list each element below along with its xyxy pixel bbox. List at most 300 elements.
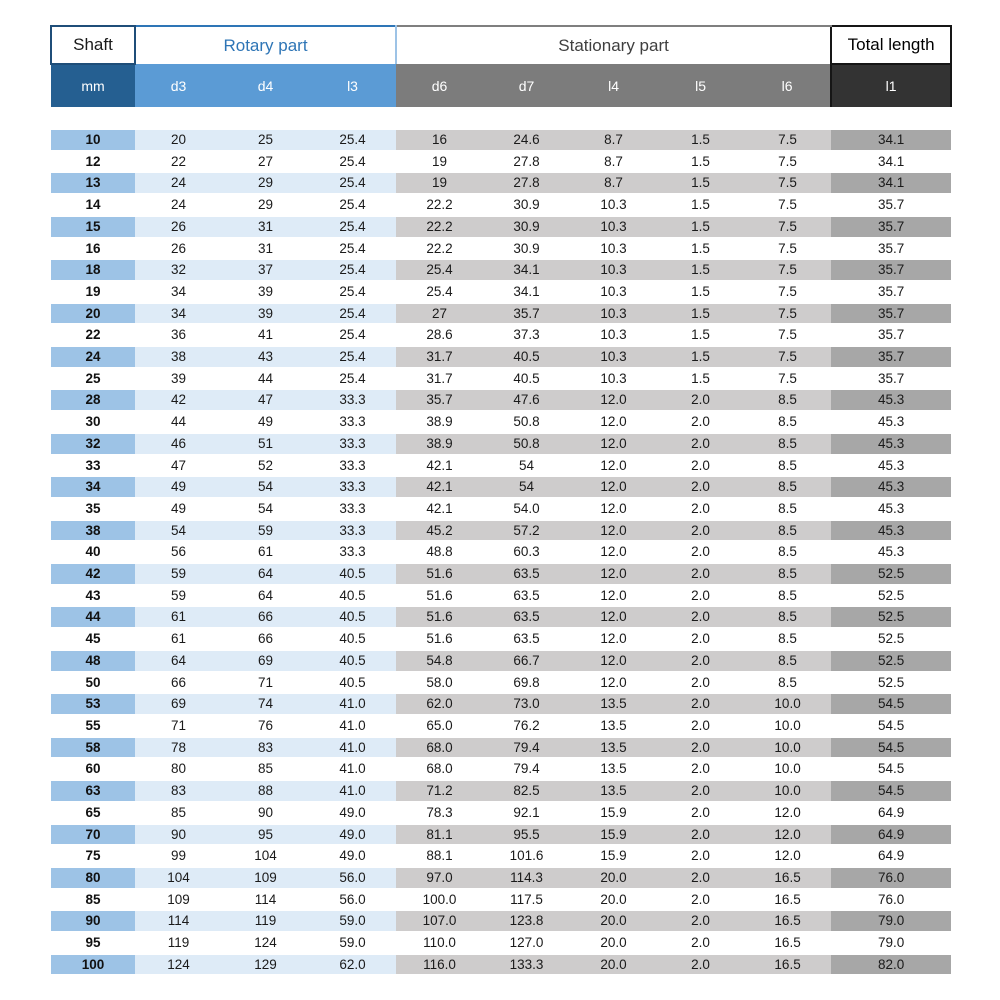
- value-cell-d7: 63.5: [483, 628, 570, 650]
- value-cell-l6: 8.5: [744, 389, 831, 411]
- value-cell-l3: 59.0: [309, 910, 396, 932]
- value-cell-l5: 2.0: [657, 498, 744, 520]
- table-row: [51, 498, 951, 520]
- value-cell-d3: 24: [135, 194, 222, 216]
- value-cell-l6: 7.5: [744, 368, 831, 390]
- value-cell-l5: 2.0: [657, 476, 744, 498]
- value-cell-d3: 39: [135, 368, 222, 390]
- value-cell-d6: 68.0: [396, 758, 483, 780]
- value-cell-l6: 10.0: [744, 780, 831, 802]
- value-cell-d3: 46: [135, 433, 222, 455]
- value-cell-l6: 7.5: [744, 281, 831, 303]
- value-cell-d7: 35.7: [483, 303, 570, 325]
- value-cell-l1: 35.7: [831, 346, 951, 368]
- value-cell-d4: 31: [222, 216, 309, 238]
- value-cell-d3: 49: [135, 498, 222, 520]
- table-row: [51, 845, 951, 867]
- value-cell-d4: 54: [222, 476, 309, 498]
- value-cell-l1: 54.5: [831, 693, 951, 715]
- value-cell-l4: 15.9: [570, 802, 657, 824]
- group-header-row: [51, 26, 951, 64]
- value-cell-l1: 35.7: [831, 194, 951, 216]
- table-row: [51, 606, 951, 628]
- value-cell-l6: 7.5: [744, 346, 831, 368]
- value-cell-l6: 16.5: [744, 910, 831, 932]
- value-cell-d6: 22.2: [396, 238, 483, 260]
- value-cell-l4: 12.0: [570, 476, 657, 498]
- table-row: [51, 324, 951, 346]
- table-row: [51, 476, 951, 498]
- value-cell-l5: 2.0: [657, 433, 744, 455]
- value-cell-d6: 116.0: [396, 954, 483, 976]
- value-cell-d7: 34.1: [483, 281, 570, 303]
- value-cell-d6: 88.1: [396, 845, 483, 867]
- value-cell-l3: 40.5: [309, 563, 396, 585]
- value-cell-d6: 51.6: [396, 585, 483, 607]
- table-row: [51, 520, 951, 542]
- shaft-size-cell: 80: [51, 867, 135, 889]
- value-cell-l4: 12.0: [570, 433, 657, 455]
- value-cell-l6: 8.5: [744, 606, 831, 628]
- value-cell-d4: 61: [222, 541, 309, 563]
- value-cell-l5: 2.0: [657, 780, 744, 802]
- value-cell-l1: 52.5: [831, 563, 951, 585]
- value-cell-d7: 50.8: [483, 411, 570, 433]
- value-cell-l5: 2.0: [657, 737, 744, 759]
- value-cell-l4: 20.0: [570, 910, 657, 932]
- value-cell-l3: 25.4: [309, 324, 396, 346]
- value-cell-l5: 1.5: [657, 151, 744, 173]
- value-cell-l6: 7.5: [744, 151, 831, 173]
- value-cell-d7: 114.3: [483, 867, 570, 889]
- value-cell-d7: 50.8: [483, 433, 570, 455]
- table-row: [51, 802, 951, 824]
- value-cell-l1: 45.3: [831, 455, 951, 477]
- shaft-size-cell: 38: [51, 520, 135, 542]
- value-cell-l4: 13.5: [570, 693, 657, 715]
- value-cell-l5: 1.5: [657, 259, 744, 281]
- value-cell-d6: 42.1: [396, 455, 483, 477]
- value-cell-d7: 34.1: [483, 259, 570, 281]
- value-cell-l1: 54.5: [831, 737, 951, 759]
- value-cell-d3: 24: [135, 172, 222, 194]
- value-cell-d4: 47: [222, 389, 309, 411]
- value-cell-l4: 12.0: [570, 541, 657, 563]
- table-row: [51, 216, 951, 238]
- value-cell-l3: 56.0: [309, 889, 396, 911]
- value-cell-l3: 33.3: [309, 455, 396, 477]
- value-cell-d7: 123.8: [483, 910, 570, 932]
- value-cell-l6: 7.5: [744, 194, 831, 216]
- value-cell-d4: 29: [222, 172, 309, 194]
- value-cell-d6: 42.1: [396, 498, 483, 520]
- value-cell-l1: 45.3: [831, 520, 951, 542]
- value-cell-l6: 10.0: [744, 693, 831, 715]
- table-row: [51, 824, 951, 846]
- value-cell-l5: 1.5: [657, 238, 744, 260]
- value-cell-l5: 1.5: [657, 281, 744, 303]
- shaft-size-cell: 43: [51, 585, 135, 607]
- value-cell-l1: 34.1: [831, 151, 951, 173]
- value-cell-l3: 33.3: [309, 411, 396, 433]
- value-cell-l1: 52.5: [831, 585, 951, 607]
- value-cell-d3: 34: [135, 281, 222, 303]
- value-cell-d7: 82.5: [483, 780, 570, 802]
- value-cell-l1: 52.5: [831, 650, 951, 672]
- value-cell-l3: 33.3: [309, 389, 396, 411]
- value-cell-l3: 49.0: [309, 824, 396, 846]
- value-cell-l6: 7.5: [744, 216, 831, 238]
- value-cell-l4: 13.5: [570, 715, 657, 737]
- header-spacer-row: [51, 107, 951, 130]
- shaft-size-cell: 14: [51, 194, 135, 216]
- shaft-size-cell: 100: [51, 954, 135, 976]
- value-cell-d4: 129: [222, 954, 309, 976]
- value-cell-l5: 2.0: [657, 520, 744, 542]
- value-cell-l4: 12.0: [570, 411, 657, 433]
- value-cell-d6: 110.0: [396, 932, 483, 954]
- value-cell-l4: 12.0: [570, 585, 657, 607]
- shaft-size-cell: 55: [51, 715, 135, 737]
- value-cell-l6: 8.5: [744, 628, 831, 650]
- shaft-size-cell: 35: [51, 498, 135, 520]
- value-cell-l1: 35.7: [831, 324, 951, 346]
- value-cell-d3: 49: [135, 476, 222, 498]
- shaft-size-cell: 19: [51, 281, 135, 303]
- value-cell-l4: 12.0: [570, 606, 657, 628]
- value-cell-d3: 114: [135, 910, 222, 932]
- value-cell-d6: 19: [396, 151, 483, 173]
- value-cell-d7: 63.5: [483, 606, 570, 628]
- value-cell-d6: 31.7: [396, 368, 483, 390]
- value-cell-d7: 117.5: [483, 889, 570, 911]
- value-cell-d3: 109: [135, 889, 222, 911]
- table-row: [51, 411, 951, 433]
- value-cell-d6: 51.6: [396, 628, 483, 650]
- table-row: [51, 780, 951, 802]
- value-cell-l1: 76.0: [831, 867, 951, 889]
- shaft-size-cell: 32: [51, 433, 135, 455]
- value-cell-l3: 25.4: [309, 151, 396, 173]
- value-cell-d3: 124: [135, 954, 222, 976]
- value-cell-l1: 35.7: [831, 216, 951, 238]
- value-cell-d7: 40.5: [483, 368, 570, 390]
- value-cell-l3: 49.0: [309, 802, 396, 824]
- value-cell-d7: 66.7: [483, 650, 570, 672]
- table-row: [51, 346, 951, 368]
- value-cell-l1: 64.9: [831, 802, 951, 824]
- value-cell-d4: 85: [222, 758, 309, 780]
- shaft-size-cell: 50: [51, 672, 135, 694]
- value-cell-l4: 12.0: [570, 672, 657, 694]
- value-cell-l3: 41.0: [309, 758, 396, 780]
- value-cell-l4: 13.5: [570, 758, 657, 780]
- value-cell-d4: 104: [222, 845, 309, 867]
- value-cell-d6: 51.6: [396, 606, 483, 628]
- value-cell-l5: 2.0: [657, 541, 744, 563]
- value-cell-d7: 54.0: [483, 498, 570, 520]
- table-row: [51, 867, 951, 889]
- value-cell-d3: 61: [135, 628, 222, 650]
- value-cell-d4: 88: [222, 780, 309, 802]
- value-cell-d3: 104: [135, 867, 222, 889]
- value-cell-l3: 25.4: [309, 259, 396, 281]
- value-cell-l4: 10.3: [570, 324, 657, 346]
- value-cell-l1: 45.3: [831, 498, 951, 520]
- value-cell-l4: 10.3: [570, 346, 657, 368]
- value-cell-d3: 66: [135, 672, 222, 694]
- value-cell-d7: 92.1: [483, 802, 570, 824]
- column-header-l1: l1: [831, 64, 951, 107]
- value-cell-d6: 22.2: [396, 194, 483, 216]
- table-row: [51, 259, 951, 281]
- value-cell-d6: 68.0: [396, 737, 483, 759]
- shaft-size-cell: 85: [51, 889, 135, 911]
- value-cell-l4: 20.0: [570, 954, 657, 976]
- shaft-size-cell: 58: [51, 737, 135, 759]
- value-cell-d4: 29: [222, 194, 309, 216]
- value-cell-l6: 10.0: [744, 737, 831, 759]
- value-cell-l5: 2.0: [657, 628, 744, 650]
- value-cell-l1: 52.5: [831, 628, 951, 650]
- table-row: [51, 368, 951, 390]
- value-cell-l1: 35.7: [831, 281, 951, 303]
- table-row: [51, 889, 951, 911]
- value-cell-l3: 41.0: [309, 715, 396, 737]
- shaft-size-cell: 33: [51, 455, 135, 477]
- value-cell-l1: 45.3: [831, 541, 951, 563]
- value-cell-l3: 25.4: [309, 303, 396, 325]
- value-cell-l3: 25.4: [309, 368, 396, 390]
- value-cell-d3: 36: [135, 324, 222, 346]
- value-cell-d4: 39: [222, 281, 309, 303]
- column-group-shaft: Shaft: [51, 26, 135, 64]
- value-cell-d4: 109: [222, 867, 309, 889]
- value-cell-l6: 10.0: [744, 715, 831, 737]
- value-cell-d4: 83: [222, 737, 309, 759]
- value-cell-d4: 43: [222, 346, 309, 368]
- value-cell-l5: 2.0: [657, 889, 744, 911]
- value-cell-l3: 33.3: [309, 520, 396, 542]
- shaft-size-cell: 22: [51, 324, 135, 346]
- value-cell-d7: 37.3: [483, 324, 570, 346]
- table-row: [51, 585, 951, 607]
- value-cell-l4: 20.0: [570, 889, 657, 911]
- value-cell-d7: 57.2: [483, 520, 570, 542]
- value-cell-l1: 34.1: [831, 130, 951, 151]
- table-row: [51, 628, 951, 650]
- value-cell-d3: 42: [135, 389, 222, 411]
- value-cell-l4: 8.7: [570, 130, 657, 151]
- shaft-size-cell: 42: [51, 563, 135, 585]
- table-header: [51, 26, 951, 130]
- table-row: [51, 130, 951, 151]
- value-cell-l5: 2.0: [657, 411, 744, 433]
- column-header-l6: l6: [744, 64, 831, 107]
- value-cell-l3: 62.0: [309, 954, 396, 976]
- value-cell-d6: 71.2: [396, 780, 483, 802]
- value-cell-d3: 38: [135, 346, 222, 368]
- value-cell-l6: 16.5: [744, 932, 831, 954]
- shaft-size-cell: 25: [51, 368, 135, 390]
- value-cell-l1: 35.7: [831, 259, 951, 281]
- value-cell-l6: 7.5: [744, 172, 831, 194]
- value-cell-l3: 41.0: [309, 737, 396, 759]
- table-row: [51, 151, 951, 173]
- value-cell-l5: 1.5: [657, 130, 744, 151]
- value-cell-l5: 2.0: [657, 389, 744, 411]
- value-cell-d3: 26: [135, 238, 222, 260]
- value-cell-l1: 54.5: [831, 715, 951, 737]
- spacer-cell: [51, 107, 951, 130]
- shaft-size-cell: 13: [51, 172, 135, 194]
- value-cell-l4: 8.7: [570, 172, 657, 194]
- value-cell-l5: 2.0: [657, 455, 744, 477]
- table-row: [51, 910, 951, 932]
- value-cell-l3: 33.3: [309, 433, 396, 455]
- value-cell-d3: 83: [135, 780, 222, 802]
- value-cell-l6: 8.5: [744, 541, 831, 563]
- value-cell-d7: 54: [483, 476, 570, 498]
- value-cell-d6: 28.6: [396, 324, 483, 346]
- value-cell-l3: 40.5: [309, 650, 396, 672]
- value-cell-d7: 101.6: [483, 845, 570, 867]
- table-row: [51, 281, 951, 303]
- value-cell-d7: 60.3: [483, 541, 570, 563]
- value-cell-d6: 107.0: [396, 910, 483, 932]
- value-cell-l6: 16.5: [744, 867, 831, 889]
- value-cell-d7: 127.0: [483, 932, 570, 954]
- value-cell-d6: 31.7: [396, 346, 483, 368]
- value-cell-d4: 54: [222, 498, 309, 520]
- value-cell-d7: 30.9: [483, 194, 570, 216]
- value-cell-l5: 2.0: [657, 932, 744, 954]
- value-cell-d4: 51: [222, 433, 309, 455]
- value-cell-l6: 16.5: [744, 889, 831, 911]
- value-cell-d4: 52: [222, 455, 309, 477]
- value-cell-l5: 1.5: [657, 303, 744, 325]
- value-cell-l1: 64.9: [831, 824, 951, 846]
- value-cell-l4: 15.9: [570, 824, 657, 846]
- value-cell-l3: 40.5: [309, 672, 396, 694]
- value-cell-l4: 10.3: [570, 238, 657, 260]
- value-cell-l5: 1.5: [657, 346, 744, 368]
- shaft-size-cell: 24: [51, 346, 135, 368]
- shaft-dimensions-table: [50, 25, 952, 976]
- shaft-size-cell: 60: [51, 758, 135, 780]
- value-cell-d6: 54.8: [396, 650, 483, 672]
- value-cell-l3: 25.4: [309, 130, 396, 151]
- value-cell-l5: 1.5: [657, 194, 744, 216]
- value-cell-d4: 66: [222, 606, 309, 628]
- value-cell-l3: 25.4: [309, 194, 396, 216]
- shaft-size-cell: 18: [51, 259, 135, 281]
- value-cell-d3: 85: [135, 802, 222, 824]
- value-cell-l4: 10.3: [570, 281, 657, 303]
- value-cell-d4: 69: [222, 650, 309, 672]
- value-cell-l3: 33.3: [309, 476, 396, 498]
- value-cell-d6: 81.1: [396, 824, 483, 846]
- value-cell-l6: 7.5: [744, 238, 831, 260]
- value-cell-d4: 39: [222, 303, 309, 325]
- value-cell-l4: 12.0: [570, 650, 657, 672]
- shaft-size-cell: 40: [51, 541, 135, 563]
- value-cell-l6: 8.5: [744, 520, 831, 542]
- value-cell-d3: 78: [135, 737, 222, 759]
- value-cell-d6: 19: [396, 172, 483, 194]
- value-cell-l3: 33.3: [309, 498, 396, 520]
- value-cell-l6: 12.0: [744, 824, 831, 846]
- value-cell-l5: 2.0: [657, 867, 744, 889]
- shaft-size-cell: 63: [51, 780, 135, 802]
- table-row: [51, 433, 951, 455]
- shaft-size-cell: 90: [51, 910, 135, 932]
- value-cell-d6: 22.2: [396, 216, 483, 238]
- shaft-size-cell: 10: [51, 130, 135, 151]
- value-cell-d7: 63.5: [483, 585, 570, 607]
- sub-header-row: [51, 64, 951, 107]
- value-cell-d7: 27.8: [483, 172, 570, 194]
- value-cell-d4: 124: [222, 932, 309, 954]
- table-row: [51, 389, 951, 411]
- value-cell-d4: 49: [222, 411, 309, 433]
- value-cell-d4: 114: [222, 889, 309, 911]
- value-cell-d7: 63.5: [483, 563, 570, 585]
- value-cell-l5: 2.0: [657, 802, 744, 824]
- shaft-size-cell: 65: [51, 802, 135, 824]
- value-cell-d6: 35.7: [396, 389, 483, 411]
- value-cell-d3: 26: [135, 216, 222, 238]
- value-cell-l6: 10.0: [744, 758, 831, 780]
- column-header-d6: d6: [396, 64, 483, 107]
- value-cell-d7: 73.0: [483, 693, 570, 715]
- value-cell-d3: 59: [135, 563, 222, 585]
- value-cell-l3: 40.5: [309, 628, 396, 650]
- value-cell-l4: 13.5: [570, 737, 657, 759]
- value-cell-l1: 79.0: [831, 910, 951, 932]
- table-row: [51, 758, 951, 780]
- column-header-mm: mm: [51, 64, 135, 107]
- table-row: [51, 563, 951, 585]
- value-cell-l4: 10.3: [570, 303, 657, 325]
- value-cell-l4: 10.3: [570, 216, 657, 238]
- value-cell-l5: 2.0: [657, 845, 744, 867]
- value-cell-d7: 24.6: [483, 130, 570, 151]
- value-cell-l5: 2.0: [657, 693, 744, 715]
- value-cell-l6: 7.5: [744, 324, 831, 346]
- value-cell-d6: 100.0: [396, 889, 483, 911]
- value-cell-l6: 8.5: [744, 585, 831, 607]
- value-cell-d7: 133.3: [483, 954, 570, 976]
- shaft-size-cell: 15: [51, 216, 135, 238]
- value-cell-d4: 64: [222, 563, 309, 585]
- value-cell-l6: 8.5: [744, 498, 831, 520]
- value-cell-l3: 25.4: [309, 346, 396, 368]
- value-cell-d7: 47.6: [483, 389, 570, 411]
- value-cell-l5: 1.5: [657, 172, 744, 194]
- value-cell-d3: 54: [135, 520, 222, 542]
- value-cell-d7: 69.8: [483, 672, 570, 694]
- value-cell-l1: 52.5: [831, 606, 951, 628]
- column-header-l4: l4: [570, 64, 657, 107]
- column-header-l3: l3: [309, 64, 396, 107]
- value-cell-l3: 41.0: [309, 780, 396, 802]
- value-cell-d3: 99: [135, 845, 222, 867]
- value-cell-d3: 64: [135, 650, 222, 672]
- value-cell-l6: 12.0: [744, 845, 831, 867]
- value-cell-d4: 119: [222, 910, 309, 932]
- value-cell-d3: 69: [135, 693, 222, 715]
